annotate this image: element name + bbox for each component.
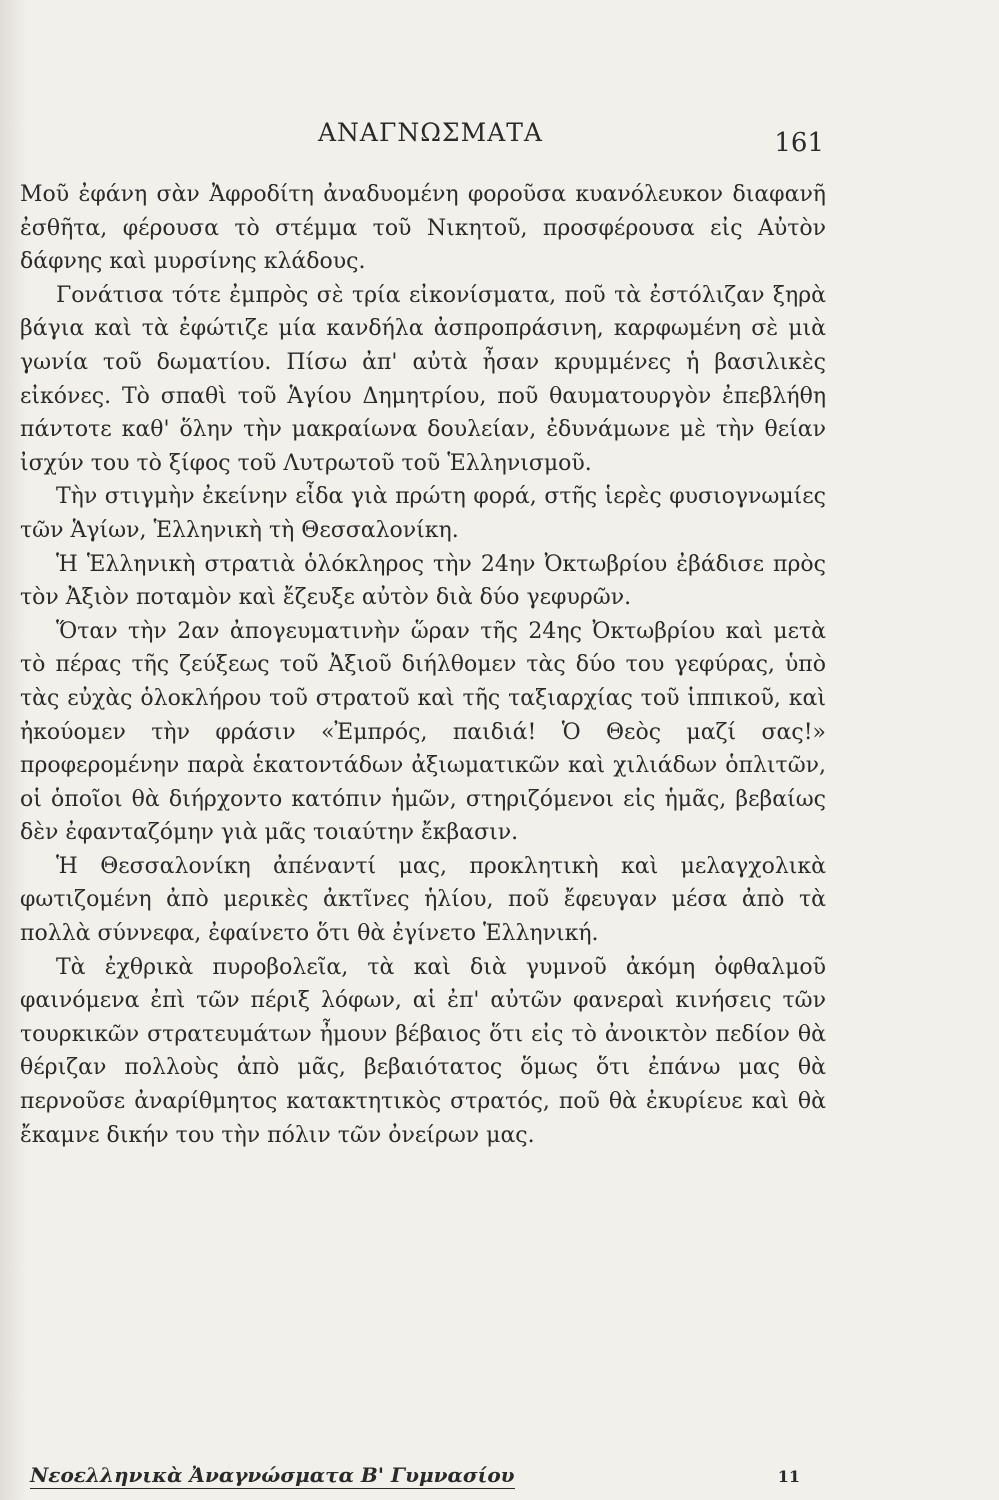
running-title: ΑΝΑΓΝΩΣΜΑΤΑ bbox=[318, 118, 543, 147]
body-text bbox=[20, 178, 826, 1152]
paragraph: Γονάτισα τότε ἐμπρὸς σὲ τρία εἰκονίσματα, ποῦ τὰ ἐστόλιζαν ξηρὰ βάγια καὶ τὰ ἐφώτιζε μία κανδήλα ἀσπροπράσινη, καρφωμένη σὲ μιὰ γωνία τοῦ δωματίου. Πίσω ἀπ' αὐτὰ ἦσαν κρυμμένες ἡ βασιλικὲς εἰκόνες. Τὸ σπαθὶ τοῦ Ἁγίου Δημητρίου, ποῦ θαυματουργὸν ἐπεβλήθη πάντοτε καθ' ὅλην τὴν μακραίωνα δουλείαν, ἐδυνάμωνε μὲ τὴν θείαν ἰσχύν του τὸ ξίφος τοῦ Λυτρωτοῦ τοῦ Ἑλληνισμοῦ. bbox=[20, 282, 826, 476]
page-header bbox=[240, 118, 824, 158]
signature-mark: 11 bbox=[777, 1467, 800, 1486]
paragraph: Μοῦ ἐφάνη σὰν Ἀφροδίτη ἀναδυομένη φοροῦσα κυανόλευκον διαφανῆ ἐσθῆτα, φέρουσα τὸ στέμμα τοῦ Νικητοῦ, προσφέρουσα εἰς Αὐτὸν δάφνης καὶ μυρσίνης κλάδους. bbox=[20, 182, 826, 275]
page-footer bbox=[30, 1463, 830, 1489]
paragraph: Ἡ Ἑλληνικὴ στρατιὰ ὁλόκληρος τὴν 24ην Ὀκτωβρίου ἐβάδισε πρὸς τὸν Ἀξιὸν ποταμὸν καὶ ἔζευξε αὐτὸν διὰ δύο γεφυρῶν. bbox=[20, 551, 826, 611]
paragraph: Τὰ ἐχθρικὰ πυροβολεῖα, τὰ καὶ διὰ γυμνοῦ ἀκόμη ὀφθαλμοῦ φαινόμενα ἐπὶ τῶν πέριξ λόφων, αἱ ἐπ' αὐτῶν φανεραὶ κινήσεις τῶν τουρκικῶν στρατευμάτων ἦμουν βέβαιος ὅτι εἰς τὸ ἀνοικτὸν πεδίον θὰ θέριζαν πολλοὺς ἀπὸ μᾶς, βεβαιότατος ὅμως ὅτι ἐπάνω μας θὰ περνοῦσε ἀναρίθμητος κατακτητικὸς στρατός, ποῦ θὰ ἐκυρίευε καὶ θὰ ἔκαμνε δικήν του τὴν πόλιν τῶν ὀνείρων μας. bbox=[20, 954, 826, 1148]
paragraph: Ἡ Θεσσαλονίκη ἀπέναντί μας, προκλητικὴ καὶ μελαγχολικὰ φωτιζομένη ἀπὸ μερικὲς ἀκτῖνες ἡλίου, ποῦ ἔφευγαν μέσα ἀπὸ τὰ πολλὰ σύννεφα, ἐφαίνετο ὅτι θὰ ἐγίνετο Ἑλληνική. bbox=[20, 853, 826, 947]
page-number: 161 bbox=[774, 128, 824, 158]
paragraph: Ὅταν τὴν 2αν ἀπογευματινὴν ὥραν τῆς 24ης Ὀκτωβρίου καὶ μετὰ τὸ πέρας τῆς ζεύξεως τοῦ Ἀξιοῦ διήλθομεν τὰς δύο του γεφύρας, ὑπὸ τὰς εὐχὰς ὁλοκλήρου τοῦ στρατοῦ καὶ τῆς ταξιαρχίας τοῦ ἱππικοῦ, καὶ ἠκούομεν τὴν φράσιν «Ἐμπρός, παιδιά! Ὁ Θεὸς μαζί σας!» προφερομένην παρὰ ἑκατοντάδων ἀξιωματικῶν καὶ χιλιάδων ὁπλιτῶν, οἱ ὁποῖοι θὰ διήρχοντο κατόπιν ἡμῶν, στηριζόμενοι εἰς ἡμᾶς, βεβαίως δὲν ἐφανταζόμην γιὰ μᾶς τοιαύτην ἔκβασιν. bbox=[20, 618, 826, 846]
paragraph: Τὴν στιγμὴν ἐκείνην εἶδα γιὰ πρώτη φορά, στῆς ἱερὲς φυσιογνωμίες τῶν Ἁγίων, Ἑλληνικὴ τὴ Θεσσαλονίκη. bbox=[20, 484, 826, 543]
footer-book-title: Νεοελληνικὰ Ἀναγνώσματα Β' Γυμνασίου bbox=[30, 1463, 515, 1487]
